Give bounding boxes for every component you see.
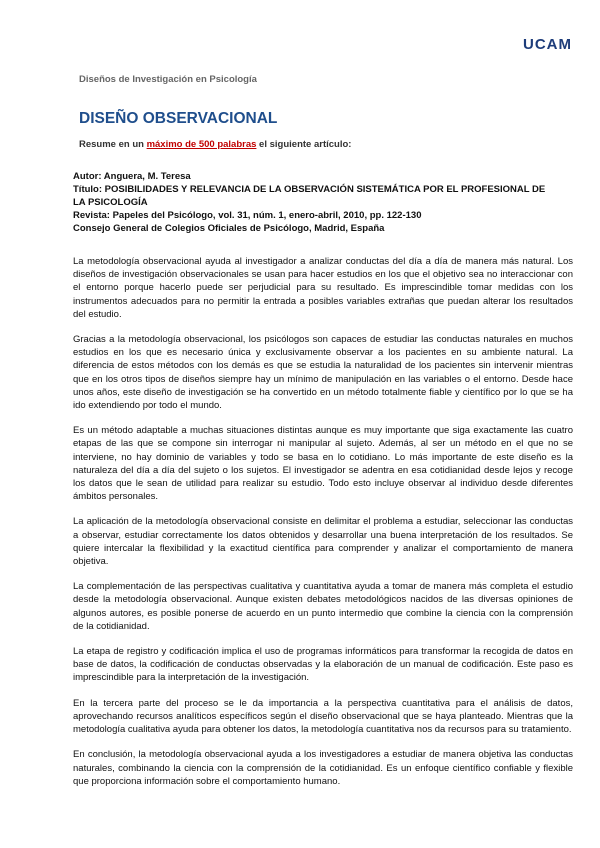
paragraph: La metodología observacional ayuda al investigador a analizar conductas del día a día de manera más natural. Los diseños de investigación observacionales se usan para hacer estudios en los que el objetivo sea no interaccionar con el entorno porque hacerlo puede ser perjudicial para su resultado. Es imprescindible tomar medidas con los instrumentos adecuados para no permitir la entrada a posibles variables extrañas que puedan alterar los resultados del estudio. [73,256,573,320]
publisher: Consejo General de Colegios Oficiales de Psicólogo, Madrid, España [73,223,385,234]
paragraph: Gracias a la metodología observacional, los psicólogos son capaces de estudiar las conductas naturales en muchos estudios en los que es necesario única y exclusivamente observar a los pacientes en su ambiente natural. La diferencia de estos métodos con los demás es que se estudia la naturalidad de los pacientes sin intervenir mientras que en los otros tipos de diseños siempre hay un mínimo de manipulación en las variables o el entorno. Desde hace unos años, este diseño de investigación se ha convertido en un método totalmente fiable y científico por lo que se ha ido extendiendo por todo el mundo. [73,334,573,412]
instruction [79,139,351,150]
word-limit: máximo de 500 palabras [146,139,257,150]
paragraph: La complementación de las perspectivas cualitativa y cuantitativa ayuda a tomar de manera más completa el estudio desde la metodología observacional. Aunque existen debates metodológicos nacidos de las diversas opiniones de algunos autores, es posible ponerse de acuerdo en un punto intermedio que combine la ciencia con la comprensión de la cotidianidad. [73,581,573,632]
instruction-after: el siguiente artículo: [256,139,352,150]
summary-body [73,255,573,800]
journal: Revista: Papeles del Psicólogo, vol. 31, núm. 1, enero-abril, 2010, pp. 122-130 [73,210,422,221]
author: Autor: Anguera, M. Teresa [73,171,191,182]
page-title: DISEÑO OBSERVACIONAL [79,110,278,127]
article-metadata [73,170,553,235]
ucam-logo: UCAM [523,36,572,53]
article-title: Título: POSIBILIDADES Y RELEVANCIA DE LA OBSERVACIÓN SISTEMÁTICA POR EL PROFESIONAL DE LA PSICOLOGÍA [73,184,546,208]
paragraph: Es un método adaptable a muchas situaciones distintas aunque es muy importante que siga exactamente las cuatro etapas de las que se compone sin interrogar ni manipular al sujeto. Además, al ser un método en el que no se interviene, no hay dominio de variables y todo se basa en lo cotidiano. Lo más importante de este diseño es la naturaleza del día a día del sujeto o los sujetos. El investigador se adentra en esa cotidianidad desde lejos y recoge los datos que le sean de utilidad para realizar su estudio. Todo esto incluye observar al individuo desde diferentes ámbitos personales. [73,425,573,503]
paragraph: En conclusión, la metodología observacional ayuda a los investigadores a estudiar de manera objetiva las conductas naturales, combinando la ciencia con la comprensión de la cotidianidad. Es un enfoque científico confiable y flexible que proporciona información sobre el comportamiento humano. [73,749,573,787]
course-name: Diseños de Investigación en Psicología [79,74,257,85]
paragraph: La aplicación de la metodología observacional consiste en delimitar el problema a estudiar, seleccionar las conductas a observar, estudiar correctamente los datos obtenidos y desarrollar una buena interpretación de los resultados. Se quiere intercalar la flexibilidad y la exactitud científica para comprender y analizar el comportamiento de manera objetiva. [73,516,573,568]
instruction-before: Resume en un [79,139,147,150]
paragraph: En la tercera parte del proceso se le da importancia a la perspectiva cuantitativa para el análisis de datos, aprovechando recursos analíticos específicos según el diseño observacional que se haya planteado. Mientras que la metodología cualitativa ayuda para obtener los datos, la metodología cuantitativa nos da recursos para su tratamiento. [73,697,573,736]
paragraph: La etapa de registro y codificación implica el uso de programas informáticos para transformar la recogida de datos en base de datos, la codificación de conductas observadas y la elaboración de un manual de codificación. Este paso es imprescindible para la interpretación de la investigación. [73,646,573,684]
